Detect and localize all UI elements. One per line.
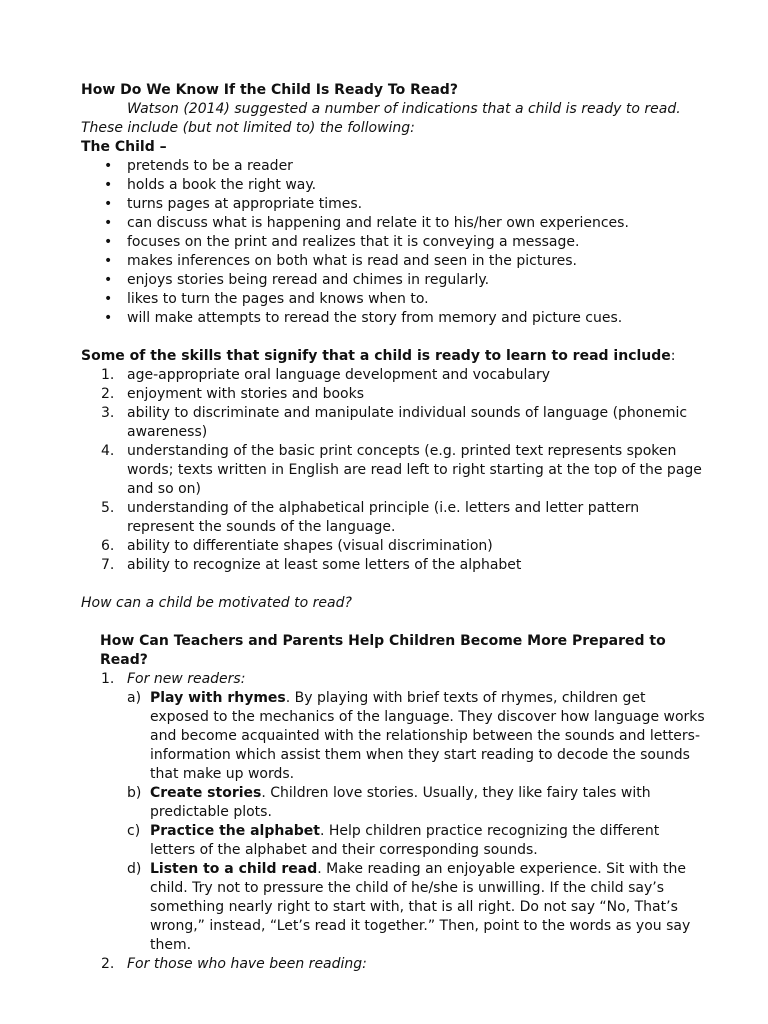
bullet-icon: •	[104, 253, 113, 269]
tip-text: . Help children practice recognizing the different letters of the alphabet and their corresponding sounds.	[150, 823, 660, 858]
child-label: The Child –	[81, 139, 167, 155]
skills-heading	[81, 347, 708, 366]
list-item-text: enjoyment with stories and books	[127, 386, 365, 402]
tip-item	[127, 822, 708, 860]
tip-letter: c)	[127, 823, 141, 839]
list-item-text: can discuss what is happening and relate it to his/her own experiences.	[127, 215, 629, 231]
tip-term: Practice the alphabet	[150, 823, 320, 839]
item-number: 4.	[101, 443, 115, 459]
list-item	[101, 442, 708, 499]
item-number: 5.	[101, 500, 115, 516]
spacer	[81, 328, 708, 347]
skills-heading-text: Some of the skills that signify that a child is ready to learn to read include	[81, 348, 671, 364]
tip-text: . Children love stories. Usually, they like fairy tales with predictable plots.	[150, 785, 651, 820]
list-item	[104, 290, 708, 309]
list-item-text: makes inferences on both what is read and seen in the pictures.	[127, 253, 577, 269]
tip-item	[127, 860, 708, 955]
spacer	[81, 575, 708, 594]
tip-text: . By playing with brief texts of rhymes, children get exposed to the mechanics of the language. They discover how language works and become acquainted with the relationship between the sounds and letters-information which assist them when they start reading to decode the sounds that make up words.	[150, 690, 705, 782]
spacer	[81, 613, 708, 632]
tip-item	[127, 689, 708, 784]
group-item	[101, 670, 708, 955]
group-item	[101, 955, 708, 974]
skills-list	[81, 366, 708, 575]
group-number: 2.	[101, 956, 115, 972]
list-item	[101, 537, 708, 556]
list-item-text: pretends to be a reader	[127, 158, 293, 174]
group-number: 1.	[101, 671, 115, 687]
list-item-text: understanding of the alphabetical principle (i.e. letters and letter pattern represent the sounds of the language.	[127, 500, 640, 535]
list-item	[101, 404, 708, 442]
tip-term: Play with rhymes	[150, 690, 286, 706]
tip-item	[127, 784, 708, 822]
reader-groups-list	[81, 670, 708, 974]
list-item	[104, 157, 708, 176]
list-item	[104, 176, 708, 195]
list-item	[104, 233, 708, 252]
tips-list	[127, 689, 708, 955]
list-item	[104, 214, 708, 233]
item-number: 2.	[101, 386, 115, 402]
list-item	[101, 499, 708, 537]
bullet-icon: •	[104, 272, 113, 288]
list-item-text: understanding of the basic print concepts (e.g. printed text represents spoken words; texts written in English are read left to right starting at the top of the page and so on)	[127, 443, 702, 497]
list-item-text: ability to discriminate and manipulate individual sounds of language (phonemic awareness)	[127, 405, 688, 440]
group-label: For new readers:	[127, 671, 246, 687]
motivation-question: How can a child be motivated to read?	[81, 595, 352, 611]
intro-paragraph: Watson (2014) suggested a number of indications that a child is ready to read. These include (but not limited to) the following:	[81, 101, 681, 136]
tip-letter: a)	[127, 690, 142, 706]
bullet-icon: •	[104, 177, 113, 193]
list-item	[104, 309, 708, 328]
list-item	[104, 252, 708, 271]
list-item	[101, 366, 708, 385]
teachers-heading: How Can Teachers and Parents Help Children Become More Prepared to Read?	[100, 633, 666, 668]
list-item-text: will make attempts to reread the story from memory and picture cues.	[127, 310, 623, 326]
list-item-text: ability to recognize at least some letters of the alphabet	[127, 557, 522, 573]
tip-term: Listen to a child read	[150, 861, 318, 877]
list-item	[101, 556, 708, 575]
item-number: 6.	[101, 538, 115, 554]
tip-letter: d)	[127, 861, 142, 877]
item-number: 3.	[101, 405, 115, 421]
list-item-text: likes to turn the pages and knows when to.	[127, 291, 429, 307]
bullet-icon: •	[104, 158, 113, 174]
list-item-text: holds a book the right way.	[127, 177, 317, 193]
tip-term: Create stories	[150, 785, 262, 801]
tip-text: . Make reading an enjoyable experience. Sit with the child. Try not to pressure the child of he/she is unwilling. If the child say’s something nearly right to start with, that is all right. Do not say “No, That’s wrong,” instead, “Let’s read it together.” Then, point to the words as you say them.	[150, 861, 691, 953]
list-item	[104, 271, 708, 290]
page-heading: How Do We Know If the Child Is Ready To Read?	[81, 82, 458, 98]
bullet-icon: •	[104, 291, 113, 307]
list-item-text: focuses on the print and realizes that it is conveying a message.	[127, 234, 580, 250]
list-item	[104, 195, 708, 214]
list-item-text: turns pages at appropriate times.	[127, 196, 363, 212]
bullet-icon: •	[104, 310, 113, 326]
group-label: For those who have been reading:	[127, 956, 367, 972]
list-item-text: age-appropriate oral language development and vocabulary	[127, 367, 551, 383]
item-number: 1.	[101, 367, 115, 383]
tip-letter: b)	[127, 785, 142, 801]
bullet-icon: •	[104, 196, 113, 212]
bullet-icon: •	[104, 215, 113, 231]
list-item-text: ability to differentiate shapes (visual discrimination)	[127, 538, 493, 554]
list-item	[101, 385, 708, 404]
bullet-icon: •	[104, 234, 113, 250]
item-number: 7.	[101, 557, 115, 573]
skills-heading-colon: :	[670, 348, 676, 364]
child-indicators-list	[81, 157, 708, 328]
list-item-text: enjoys stories being reread and chimes in regularly.	[127, 272, 490, 288]
